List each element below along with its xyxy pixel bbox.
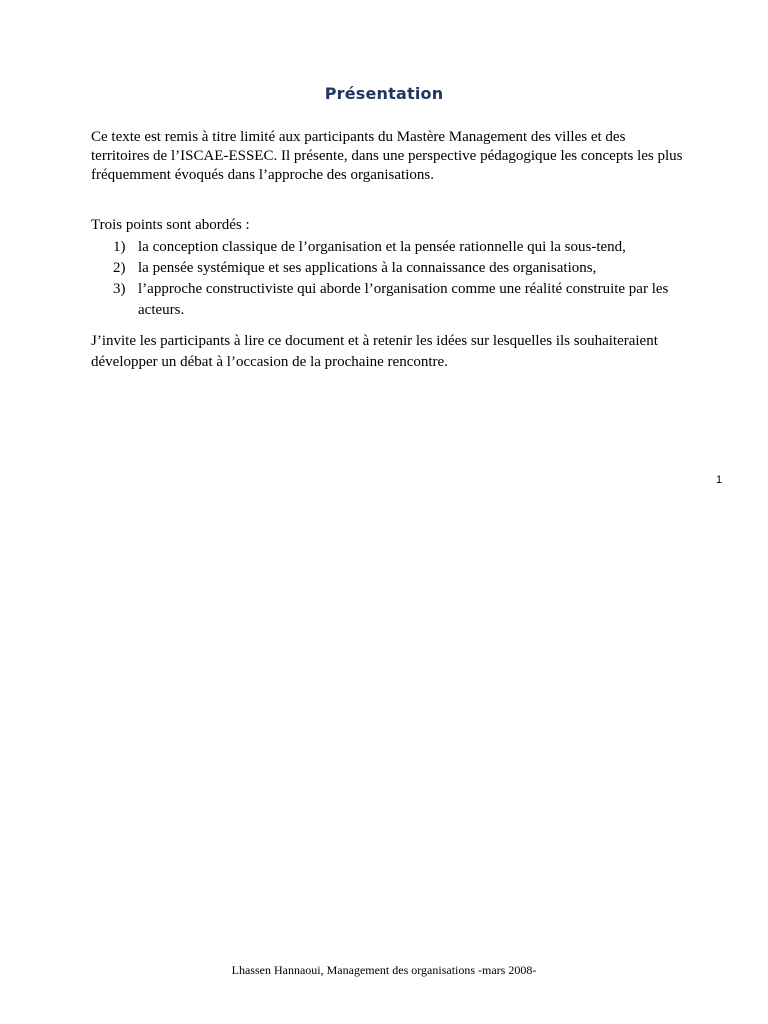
- list-item: [91, 258, 683, 279]
- list-item-number: 1): [113, 239, 126, 255]
- page-footer: Lhassen Hannaoui, Management des organisations -mars 2008-: [231, 963, 537, 977]
- list-item-text: l’approche constructiviste qui aborde l’organisation comme une réalité construite par les acteurs.: [138, 281, 669, 318]
- page-number: 1: [716, 474, 723, 486]
- list-item-number: 3): [113, 281, 126, 297]
- list-item-text: la conception classique de l’organisation et la pensée rationnelle qui la sous-tend,: [138, 239, 626, 255]
- closing-paragraph: J’invite les participants à lire ce document et à retenir les idées sur lesquelles ils souhaiteraient développer un débat à l’occasion de la prochaine rencontre.: [91, 333, 658, 370]
- list-item-text: la pensée systémique et ses applications à la connaissance des organisations,: [138, 260, 597, 276]
- page-title: Présentation: [324, 84, 444, 103]
- list-item-number: 2): [113, 260, 126, 276]
- list-item: [91, 279, 683, 321]
- points-list: [91, 237, 683, 321]
- list-item: [91, 237, 683, 258]
- intro-paragraph: Ce texte est remis à titre limité aux participants du Mastère Management des villes et des territoires de l’ISCAE-ESSEC. Il présente, dans une perspective pédagogique les concepts les plus fréquemment évoqués dans l’approche des organisations.: [91, 129, 683, 183]
- points-intro: Trois points sont abordés :: [91, 217, 250, 233]
